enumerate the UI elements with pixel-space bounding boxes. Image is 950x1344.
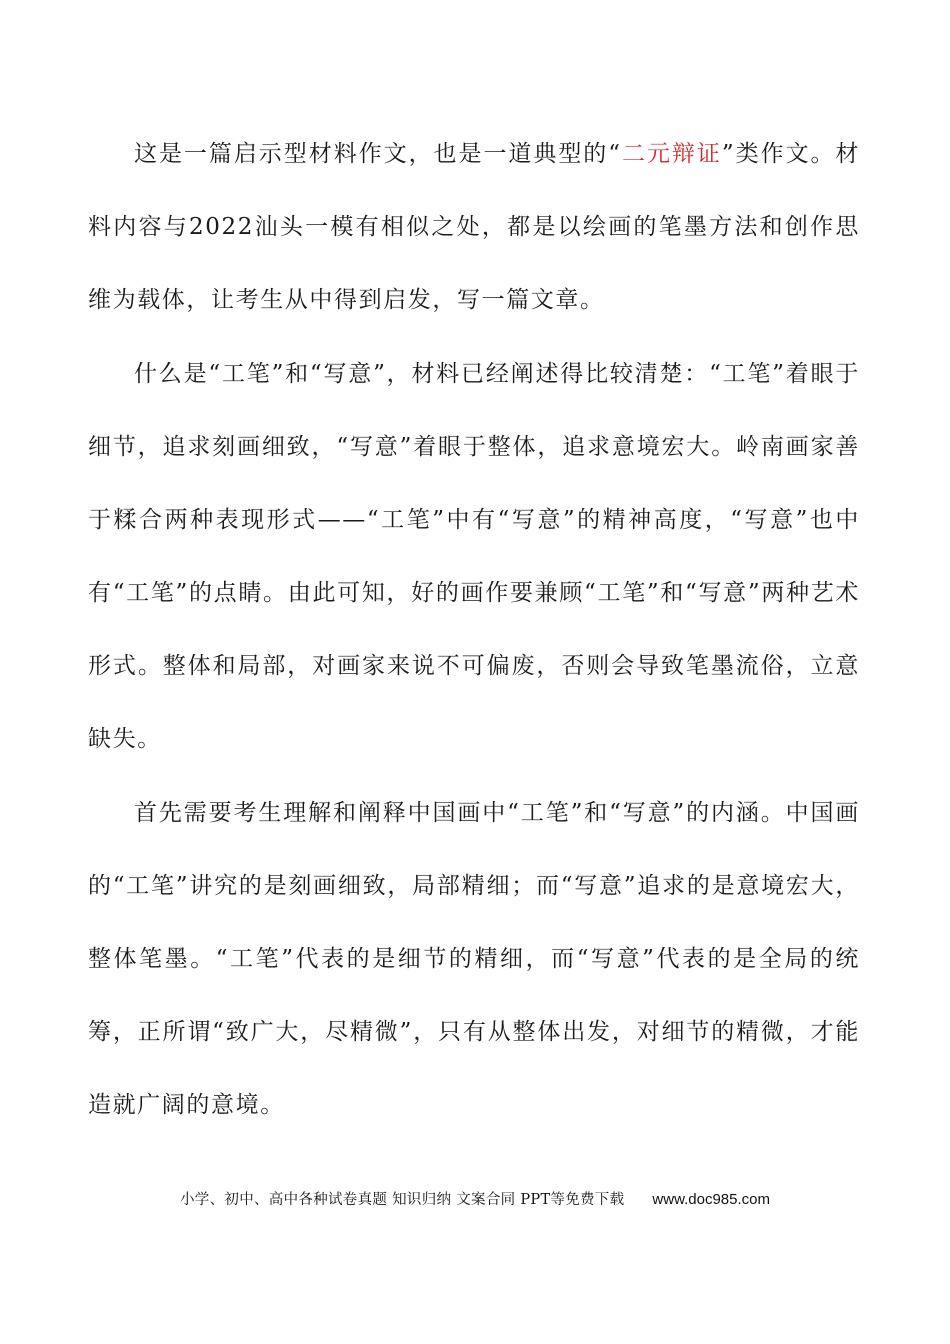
highlight-term: 二元辩证 <box>621 141 722 167</box>
paragraph-1-text-end: ”类作文。材料内容与2022汕头一模有相似之处，都是以绘画的笔墨方法和创作思维为载体，让考生从中得到启发，写一篇文章。 <box>88 141 861 313</box>
paragraph-1 <box>88 118 860 337</box>
footer-url-link[interactable]: www.doc985.com <box>652 1191 770 1208</box>
paragraph-3: 首先需要考生理解和阐释中国画中“工笔”和“写意”的内涵。中国画的“工笔”讲究的是刻画细致，局部精细；而“写意”追求的是意境宏大，整体笔墨。“工笔”代表的是细节的精细，而“写意”代表的是全局的统筹，正所谓“致广大，尽精微”，只有从整体出发，对细节的精微，才能造就广阔的意境。 <box>88 800 860 1118</box>
paragraph-1-text-start: 这是一篇启示型材料作文，也是一道典型的“ <box>134 141 622 167</box>
document-body <box>88 118 860 1142</box>
footer-promo-text: 小学、初中、高中各种试卷真题 知识归纳 文案合同 PPT等免费下载 <box>180 1192 625 1208</box>
page-footer <box>0 1188 950 1209</box>
paragraph-2: 什么是“工笔”和“写意”，材料已经阐述得比较清楚：“工笔”着眼于细节，追求刻画细致，“写意”着眼于整体，追求意境宏大。岭南画家善于糅合两种表现形式——“工笔”中有“写意”的精神高度，“写意”也中有“工笔”的点睛。由此可知，好的画作要兼顾“工笔”和“写意”两种艺术形式。整体和局部，对画家来说不可偏废，否则会导致笔墨流俗，立意缺失。 <box>88 361 860 752</box>
